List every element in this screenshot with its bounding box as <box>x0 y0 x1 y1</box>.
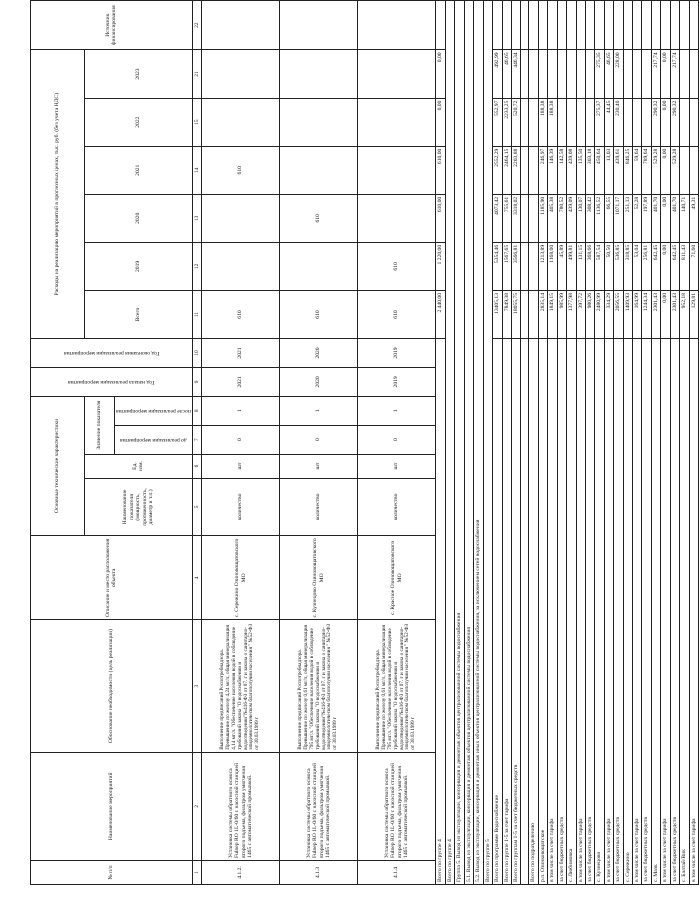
row-total: 610 <box>280 290 358 338</box>
summary-cell: 217,74 <box>670 50 679 98</box>
summary-cell: 256,81 <box>642 242 651 290</box>
summary-cell: 2480,99 <box>595 290 604 338</box>
header-reason: Обоснование необходимости (цель реализации) <box>31 620 193 752</box>
header-expenses: Расходы на реализацию мероприятий в прогнозных ценах, тыс. руб. (без учета НДС) <box>31 50 85 339</box>
group-total-2021: 610,00 <box>436 146 446 194</box>
summary-cell: 46,65 <box>502 50 511 98</box>
summary-cell: 246,97 <box>538 146 547 194</box>
col-num: 9 <box>192 367 201 396</box>
col-num: 10 <box>192 339 201 368</box>
col-num: 2 <box>192 752 201 860</box>
row-after: 1 <box>280 396 358 425</box>
col-num: 7 <box>192 425 201 454</box>
header-year-2023: 2023 <box>85 50 193 98</box>
summary-cell: 368,66 <box>585 242 594 290</box>
row-name: Установка системы обратного осмоса Fulnep RO 1L-0/60 с насосной станцией второго подъема, фильтром умягчения 1465 с автоматической промывкой. <box>280 752 358 860</box>
summary-row <box>670 1 679 885</box>
summary-label: с. Сережино <box>623 339 632 885</box>
summary-cell: 642,45 <box>670 242 679 290</box>
summary-label: за счет бюджетных средств <box>642 339 651 885</box>
row-end: 2020 <box>280 339 358 368</box>
summary-cell: 164,99 <box>633 290 642 338</box>
summary-cell <box>680 98 689 146</box>
summary-cell: 66,55 <box>604 194 613 242</box>
header-year-2019: 2019 <box>85 242 193 290</box>
row-y2019 <box>202 242 280 290</box>
summary-cell: 2056,55 <box>614 290 623 338</box>
summary-cell: 50,50 <box>604 242 613 290</box>
col-num: 8 <box>192 396 201 425</box>
row-y2023 <box>358 50 436 98</box>
col-num: 14 <box>192 146 201 194</box>
summary-row <box>595 1 604 885</box>
summary-cell: 985,99 <box>557 290 566 338</box>
summary-label: за счет бюджетных средств <box>670 339 679 885</box>
col-num: 4 <box>192 536 201 620</box>
summary-cell <box>529 242 538 290</box>
summary-cell: 2301,43 <box>651 290 660 338</box>
col-num: 11 <box>192 290 201 338</box>
summary-cell: 49,31 <box>689 194 698 242</box>
summary-cell: 45,89 <box>557 242 566 290</box>
row-name: Установка системы обратного осмоса Fulnep RO 1L-0/60 с насосной станцией второго подъема, фильтром умягчения 1465 с автоматической промывкой. <box>358 752 436 860</box>
summary-row <box>557 1 566 885</box>
table-row <box>280 1 358 885</box>
header-unit: Ед. изм. <box>85 454 193 478</box>
row-name: Установка системы обратного осмоса Fulnep RO 1L-0/60 с насосной станцией второго подъема, фильтром умягчения 1465 с автоматической промывкой. <box>202 752 280 860</box>
summary-row <box>502 1 511 885</box>
row-no: 4.1.3 <box>280 860 358 884</box>
summary-row <box>548 1 557 885</box>
summary-cell: 188,38 <box>548 98 557 146</box>
summary-cell: 2552,29 <box>493 146 502 194</box>
summary-cell: 1377,98 <box>567 290 576 338</box>
row-total: 610 <box>358 290 436 338</box>
summary-cell: 188,38 <box>538 98 547 146</box>
summary-label: за счет бюджетных средств <box>585 339 594 885</box>
summary-cell: 2233,25 <box>502 98 511 146</box>
summary-cell: 520,72 <box>511 98 520 146</box>
summary-label <box>521 339 529 885</box>
summary-row <box>633 1 642 885</box>
summary-cell: 980,26 <box>585 290 594 338</box>
summary-row <box>585 1 594 885</box>
row-before: 0 <box>358 425 436 454</box>
summary-cell: 1185,90 <box>538 194 547 242</box>
summary-label: в том числе за счет тарифа <box>661 339 670 885</box>
row-source <box>202 1 280 50</box>
summary-label: за счет бюджетных средств <box>614 339 623 885</box>
summary-cell: 450,64 <box>595 146 604 194</box>
summary-cell: 130,07 <box>576 194 585 242</box>
summary-cell <box>521 242 529 290</box>
row-y2019 <box>280 242 358 290</box>
col-num: 1 <box>192 860 201 884</box>
summary-label: Всего по подразделению <box>529 339 538 885</box>
summary-cell <box>633 50 642 98</box>
summary-label: с. Любимовка <box>567 339 576 885</box>
row-unit: шт <box>202 454 280 478</box>
summary-label: в том числе за счет тарифа <box>604 339 613 885</box>
summary-cell: 52,28 <box>633 194 642 242</box>
summary-label: Всего по программе Водоснабжение <box>493 339 502 885</box>
summary-cell: 44,45 <box>604 98 613 146</box>
summary-cell: 2835,14 <box>538 290 547 338</box>
summary-cell: 0,00 <box>661 242 670 290</box>
summary-cell: 587,54 <box>595 242 604 290</box>
summary-cell: 3566,81 <box>511 242 520 290</box>
header-year-2021: 2021 <box>85 146 193 194</box>
summary-row <box>493 1 502 885</box>
summary-cell: 1168,00 <box>548 242 557 290</box>
summary-cell: 405,38 <box>548 194 557 242</box>
col-num: 22 <box>192 1 201 50</box>
row-before: 0 <box>280 425 358 454</box>
summary-label: с. Кузнецово <box>595 339 604 885</box>
header-year-2022: 2022 <box>85 98 193 146</box>
row-unit: шт <box>358 454 436 478</box>
summary-cell: 2203,88 <box>511 146 520 194</box>
row-start: 2021 <box>202 367 280 396</box>
row-end: 2021 <box>202 339 280 368</box>
summary-cell: 401,70 <box>670 194 679 242</box>
summary-row <box>521 1 529 885</box>
group-total-label: Всего по группе 4 <box>436 339 446 885</box>
summary-cell: 140,71 <box>680 194 689 242</box>
row-no: 4.1.4 <box>358 860 436 884</box>
summary-row <box>651 1 660 885</box>
summary-cell: 1849,15 <box>548 290 557 338</box>
summary-cell: 846,25 <box>623 146 632 194</box>
summary-cell: 4073,42 <box>493 194 502 242</box>
col-num: 13 <box>192 194 201 242</box>
summary-cell <box>529 194 538 242</box>
row-location: с. Красное Озиновощатовского МО <box>358 536 436 620</box>
summary-cell <box>585 98 594 146</box>
summary-cell: 13,03 <box>604 146 613 194</box>
summary-cell <box>680 50 689 98</box>
summary-cell: 1409,93 <box>623 290 632 338</box>
summary-cell <box>557 50 566 98</box>
summary-cell: 0,00 <box>661 194 670 242</box>
col-num: 6 <box>192 454 201 478</box>
header-source: Источник финансирования <box>31 1 193 50</box>
header-end-year: Год окончания реализации мероприятия <box>63 350 160 357</box>
summary-cell: 397,72 <box>576 290 585 338</box>
summary-row <box>511 1 520 885</box>
header-start-year: Год начала реализации мероприятия <box>68 379 155 386</box>
summary-cell <box>623 98 632 146</box>
row-y2021 <box>280 146 358 194</box>
summary-cell: 197,89 <box>642 194 651 242</box>
summary-cell: 1136,52 <box>595 194 604 242</box>
col-num: 21 <box>192 50 201 98</box>
row-y2022 <box>280 98 358 146</box>
summary-cell <box>548 50 557 98</box>
summary-label: р.п. Озинковощатское <box>538 339 547 885</box>
row-y2022 <box>202 98 280 146</box>
row-reason: Выполнение предписаний Роспотребнадзора. Превышение по железу 4,24 мг/л, общая минерализация 4,14 мг/л. "Обеспечение населения водой в соблюдение требований закона "О водоснабжении и водоотведении"№416-ФЗ от 07. г и закона о санитарно-эпидемиологическом благополучии населения " №52-ФЗ от 30.03.1999 г <box>202 620 280 752</box>
summary-cell: 18055,75 <box>511 290 520 338</box>
summary-cell <box>680 146 689 194</box>
summary-label: Всего по группам 1-5 за счет бюджетных средств <box>511 339 520 885</box>
summary-cell <box>642 50 651 98</box>
summary-cell: 275,37 <box>595 98 604 146</box>
row-y2019: 610 <box>358 242 436 290</box>
col-num: 5 <box>192 478 201 536</box>
summary-cell: 53,04 <box>633 242 642 290</box>
summary-cell: 439,09 <box>567 194 576 242</box>
summary-cell: 7849,38 <box>502 290 511 338</box>
summary-row <box>689 1 698 885</box>
summary-label: в том числе за счет тарифа <box>548 339 557 885</box>
summary-cell <box>521 290 529 338</box>
summary-cell: 142,58 <box>557 146 566 194</box>
summary-cell: 217,74 <box>651 50 660 98</box>
header-no: № п/п <box>31 860 193 884</box>
row-y2020 <box>358 194 436 242</box>
summary-cell: 0,00 <box>661 50 670 98</box>
section-line: 5.1. Вывод из эксплуатации, консервация и демонтаж объектов централизованной системы водоснабжения <box>464 1 473 885</box>
summary-cell: 1213,89 <box>538 242 547 290</box>
summary-cell: 499,81 <box>567 242 576 290</box>
summary-row <box>529 1 538 885</box>
summary-row <box>614 1 623 885</box>
summary-cell: 811,43 <box>680 242 689 290</box>
summary-cell: 492,99 <box>493 50 502 98</box>
group-total-2023: 0,00 <box>436 50 446 98</box>
row-reason: Выполнение предписаний Роспотребнадзора. Превышение по железу 0,61 мг/л, общая минерализация 795 мг/л. "Обеспечение населения водой в соблюдение требований закона "О водоснабжении и водоотведении"№416-ФЗ от 07. г и закона о санитарно-эпидемиологическом благополучии населения " №52-ФЗ от 30.03.1999 г <box>280 620 358 752</box>
summary-label: с. Балтай/Вик <box>680 339 689 885</box>
summary-cell <box>576 50 585 98</box>
summary-row <box>661 1 670 885</box>
summary-cell <box>529 50 538 98</box>
summary-cell <box>576 98 585 146</box>
summary-cell: 275,35 <box>595 50 604 98</box>
row-y2020 <box>202 194 280 242</box>
summary-label: за счет бюджетных средств <box>557 339 566 885</box>
row-y2022 <box>358 98 436 146</box>
summary-cell: 952,18 <box>680 290 689 338</box>
summary-cell: 146,39 <box>548 146 557 194</box>
row-location: с. Сережино Озиновощатовского МО <box>202 536 280 620</box>
summary-cell <box>529 146 538 194</box>
summary-cell <box>538 50 547 98</box>
summary-cell: 318,85 <box>623 242 632 290</box>
row-source <box>358 1 436 50</box>
summary-cell: 552,97 <box>493 98 502 146</box>
summary-cell <box>521 98 529 146</box>
header-tech: Основные технические характеристики <box>31 396 85 536</box>
summary-label: Всего по группе 1-5 за счет тарифа <box>502 339 511 885</box>
header-location: Описание и место расположения объекта <box>31 536 193 620</box>
col-num: 3 <box>192 620 201 752</box>
summary-cell: 642,45 <box>651 242 660 290</box>
group-total-2022: 0,00 <box>436 98 446 146</box>
col-num: 12 <box>192 242 201 290</box>
summary-cell <box>633 98 642 146</box>
row-no: 4.1.2. <box>202 860 280 884</box>
row-total: 610 <box>202 290 280 338</box>
summary-cell: 13405,13 <box>493 290 502 338</box>
summary-cell <box>567 98 576 146</box>
row-y2023 <box>280 50 358 98</box>
summary-cell: 2301,43 <box>670 290 679 338</box>
row-indicator: количество <box>202 478 280 536</box>
summary-cell: 3318,02 <box>511 194 520 242</box>
summary-cell: 0,00 <box>661 98 670 146</box>
summary-cell: 135,50 <box>576 146 585 194</box>
summary-cell <box>557 98 566 146</box>
table-row <box>202 1 280 885</box>
summary-label: с. Мазк <box>651 339 660 885</box>
summary-label: в том числе за счет тарифа <box>576 339 585 885</box>
row-start: 2019 <box>358 367 436 396</box>
summary-label: в том числе за счет тарифа <box>633 339 642 885</box>
row-y2023 <box>202 50 280 98</box>
summary-cell: 789,64 <box>642 146 651 194</box>
summary-cell <box>521 50 529 98</box>
summary-cell <box>567 50 576 98</box>
summary-cell: 529,28 <box>670 146 679 194</box>
row-y2020: 610 <box>280 194 358 242</box>
summary-cell: 439,61 <box>614 146 623 194</box>
summary-cell: 439,08 <box>567 146 576 194</box>
header-indicator: Наименование показателя (мощность, протяженность, диаметр и т.п.) <box>85 478 193 536</box>
row-indicator: количество <box>358 478 436 536</box>
summary-cell: 5354,46 <box>493 242 502 290</box>
group-total-sum: 2 440,00 <box>436 290 446 338</box>
summary-cell: 230,40 <box>614 98 623 146</box>
summary-cell <box>529 290 538 338</box>
summary-cell: 334,29 <box>604 290 613 338</box>
summary-cell: 308,42 <box>585 194 594 242</box>
summary-cell: 1071,17 <box>614 194 623 242</box>
summary-row <box>604 1 613 885</box>
summary-row <box>576 1 585 885</box>
header-values: Значение показателя <box>85 396 115 454</box>
row-unit: шт <box>280 454 358 478</box>
summary-cell <box>623 50 632 98</box>
group-total-row <box>436 1 446 885</box>
row-y2021 <box>358 146 436 194</box>
section-line: Группа 5. Вывод из эксплуатации, консервация и демонтаж объектов централизованной системы водоснабжения <box>455 1 464 885</box>
summary-cell: 46,65 <box>604 50 613 98</box>
summary-cell <box>689 50 698 98</box>
summary-cell: 71,60 <box>689 242 698 290</box>
summary-cell: 228,00 <box>614 50 623 98</box>
header-total: Всего <box>85 290 193 338</box>
summary-cell: 0,00 <box>661 146 670 194</box>
table-row <box>358 1 436 885</box>
summary-cell: 59,64 <box>633 146 642 194</box>
summary-cell <box>521 146 529 194</box>
column-number-row <box>192 1 201 885</box>
header-after: после реализации мероприятия <box>116 407 191 414</box>
summary-cell: 131,15 <box>576 242 585 290</box>
summary-cell: 780,52 <box>557 194 566 242</box>
summary-cell: 1567,65 <box>502 242 511 290</box>
group-total-2019: 1 220,00 <box>436 242 446 290</box>
summary-row <box>538 1 547 885</box>
section-line: 5.2. Вывод из эксплуатации, консервация и демонтаж иных объектов централизованной системы водоснабжения, за исключением сетей водоснабжения <box>474 1 483 885</box>
summary-cell <box>689 98 698 146</box>
summary-cell <box>689 146 698 194</box>
summary-row <box>623 1 632 885</box>
summary-cell: 755,61 <box>502 194 511 242</box>
summary-row <box>680 1 689 885</box>
summary-cell: 2464,15 <box>502 146 511 194</box>
summary-cell <box>642 98 651 146</box>
summary-cell: 529,28 <box>651 146 660 194</box>
row-after: 1 <box>358 396 436 425</box>
row-before: 0 <box>202 425 280 454</box>
col-num: 15 <box>192 98 201 146</box>
section-line: Всего по группе 4 <box>446 1 455 885</box>
summary-cell: 290,32 <box>651 98 660 146</box>
summary-cell: 1244,34 <box>642 290 651 338</box>
summary-cell: 401,70 <box>651 194 660 242</box>
summary-cell <box>585 50 594 98</box>
summary-row <box>642 1 651 885</box>
row-end: 2019 <box>358 339 436 368</box>
section-line: Всего по группе 5 <box>483 1 492 885</box>
row-after: 1 <box>202 396 280 425</box>
row-y2021: 610 <box>202 146 280 194</box>
row-start: 2020 <box>280 367 358 396</box>
summary-cell: 303,18 <box>585 146 594 194</box>
summary-cell <box>521 194 529 242</box>
row-source <box>280 1 358 50</box>
header-before: до реализации мероприятия <box>120 436 187 443</box>
summary-cell <box>529 98 538 146</box>
summary-cell: 536,85 <box>614 242 623 290</box>
summary-cell: 251,13 <box>623 194 632 242</box>
summary-row <box>567 1 576 885</box>
summary-cell: 129,81 <box>689 290 698 338</box>
row-location: с. Кузнецово Озиновощатовского МО <box>280 536 358 620</box>
investment-program-table <box>30 0 699 885</box>
rotated-table-sheet <box>30 0 697 885</box>
summary-cell: 0,00 <box>661 290 670 338</box>
summary-label: в том числе за счет тарифа <box>689 339 698 885</box>
header-year-2020: 2020 <box>85 194 193 242</box>
row-reason: Выполнение предписаний Роспотребнадзора. Превышение по железу 0,61 мг/л, общая минерализация 795 мг/л. "Обеспечение населения водой в соблюдение требований закона "О водоснабжении и водоотведении"№416-ФЗ от 07. г и закона о санитарно-эпидемиологическом благополучии населения " №52-ФЗ от 30.03.1999 г <box>358 620 436 752</box>
row-indicator: количество <box>280 478 358 536</box>
header-name: Наименование мероприятий <box>31 752 193 860</box>
summary-cell: 290,32 <box>670 98 679 146</box>
summary-cell: 446,34 <box>511 50 520 98</box>
group-total-2020: 610,00 <box>436 194 446 242</box>
